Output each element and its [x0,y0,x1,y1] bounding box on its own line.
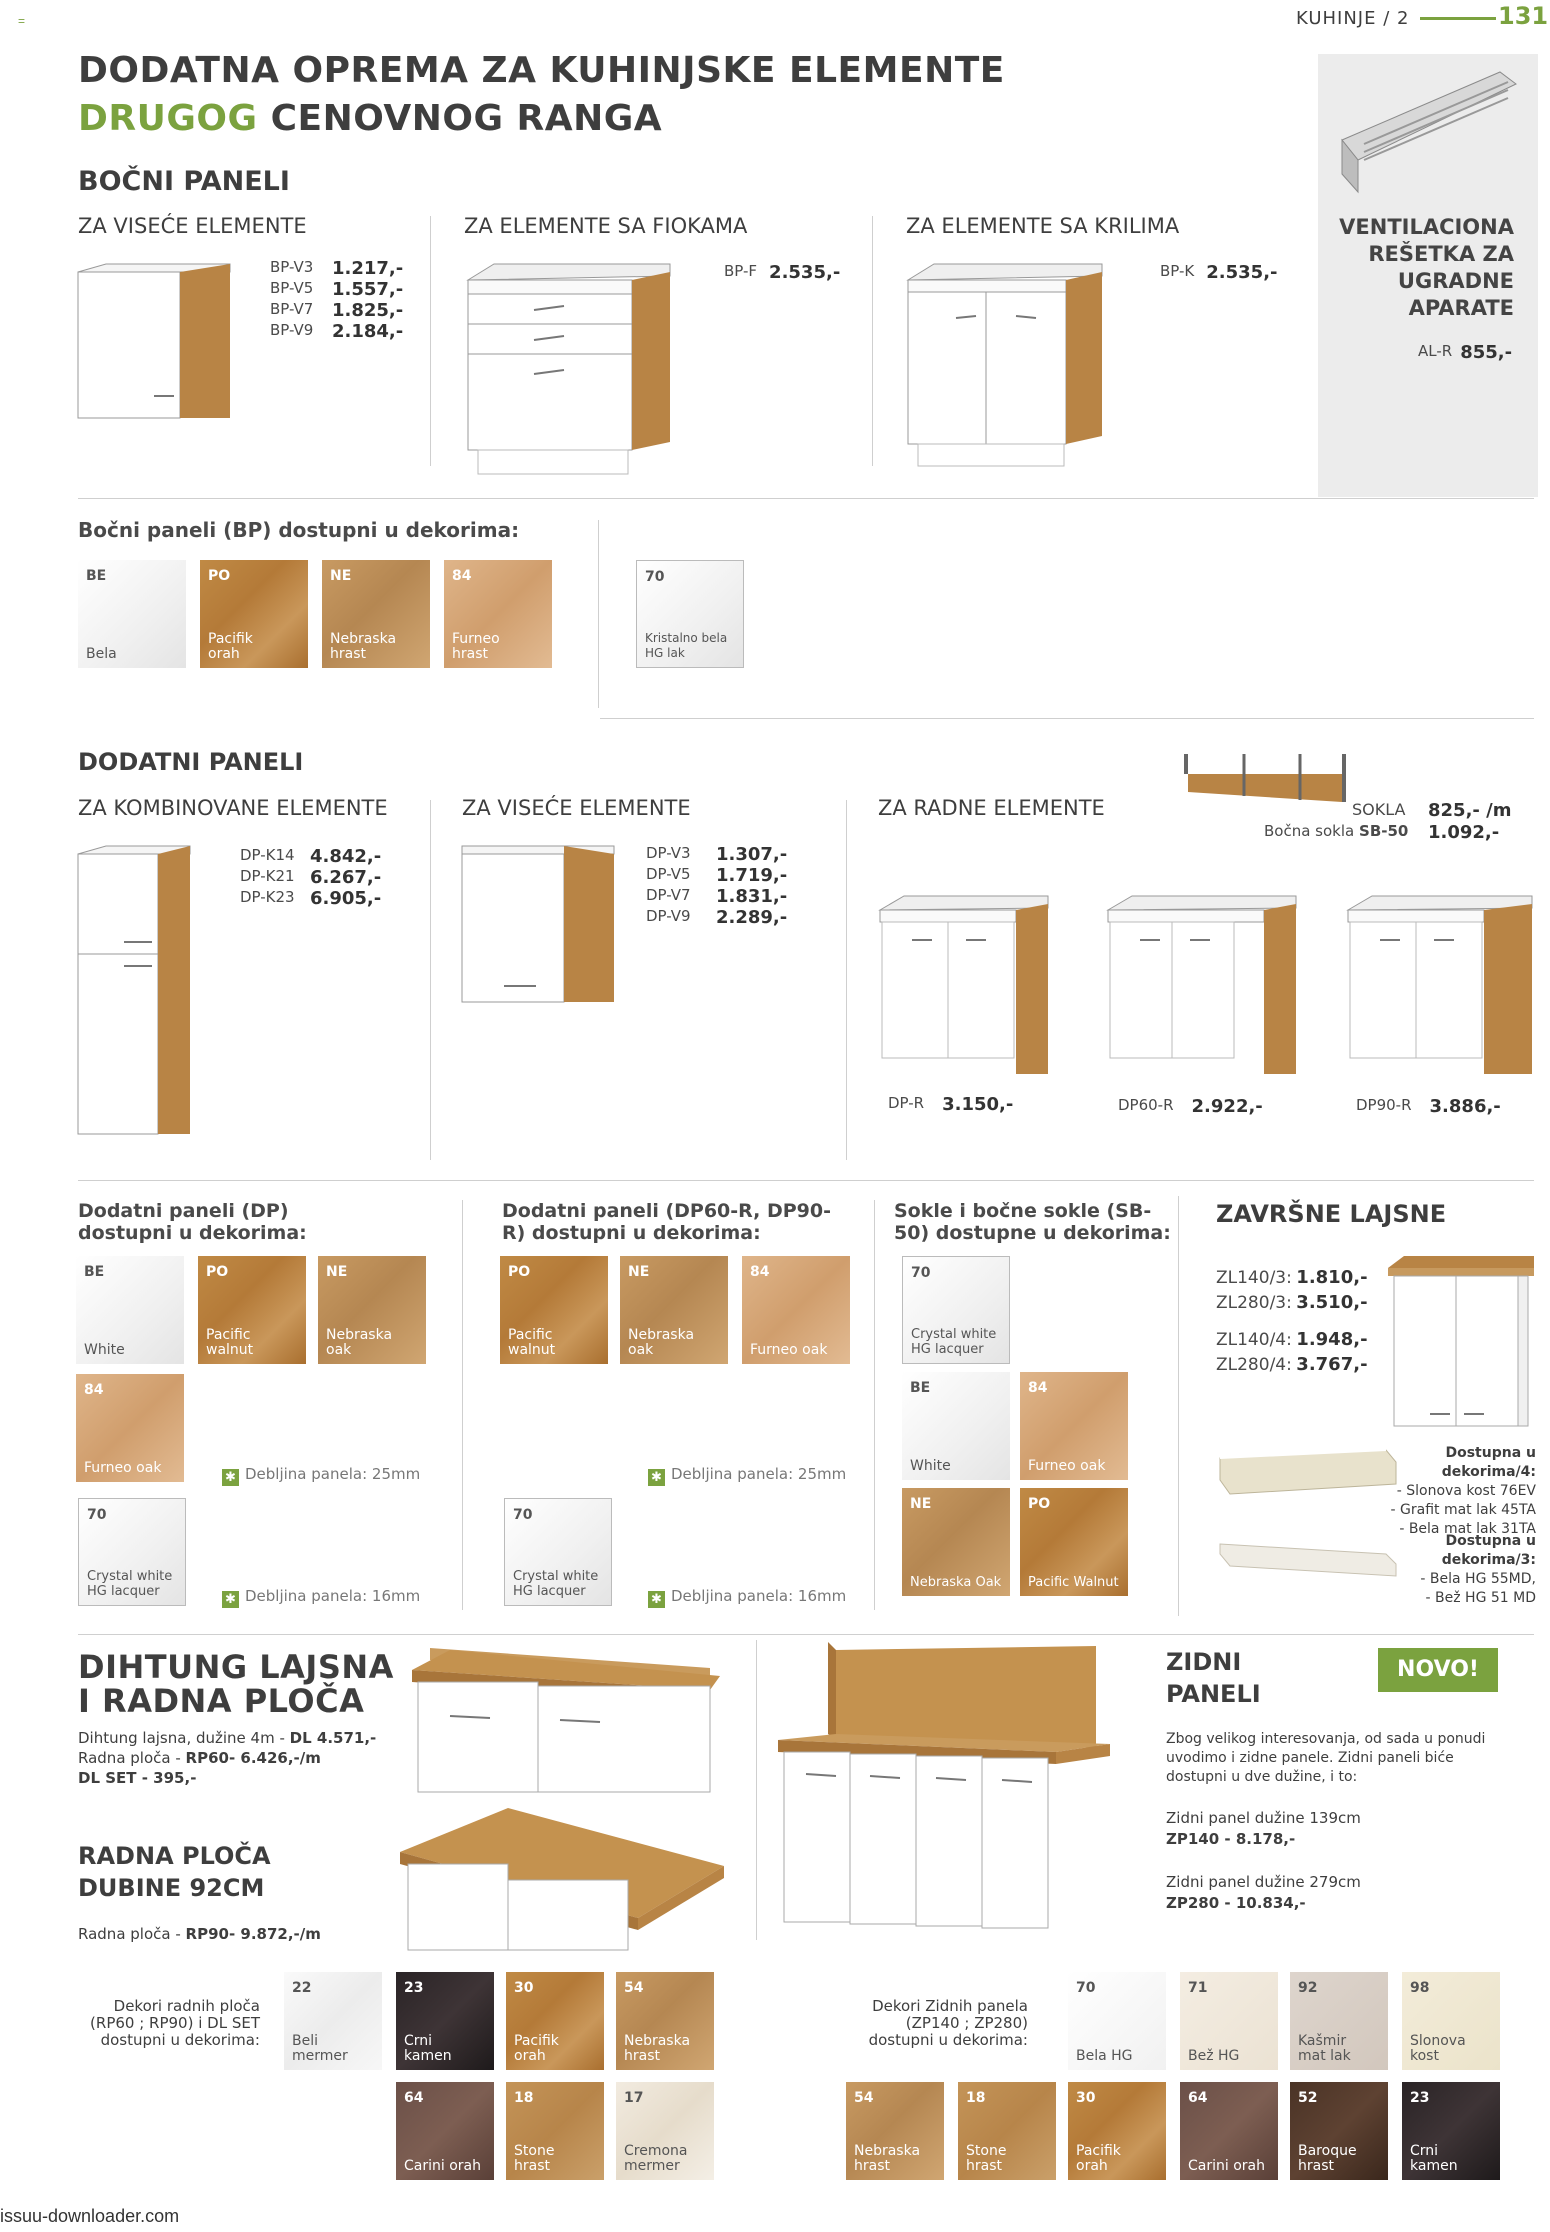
decor-swatch-54: 54 Nebraska hrast [616,1972,714,2070]
avail4-block: Dostupna u dekorima/4: - Slonova kost 76EV - Grafit mat lak 45TA - Bela mat lak 31TA [1390,1445,1536,1537]
decor-swatch-ne: NE Nebraska oak [318,1256,426,1364]
zavrsne-list [1216,1266,1368,1378]
decor-swatch-70: 70 Crystal white HG lacquer [504,1498,612,1606]
decor-swatch-23: 23 Crni kamen [1402,2082,1500,2180]
decor-swatch-po: PO Pacific walnut [198,1256,306,1364]
decor-swatch-64: 64 Carini orah [1180,2082,1278,2180]
divider [1178,1196,1179,1616]
divider [872,216,873,466]
price-row: ZL280/4: 3.767,- [1216,1354,1368,1375]
price-row: DP-V5 1.719,- [646,865,788,886]
zidni-description: Zbog velikog interesovanja, od sada u ponudi uvodimo i zidne panele. Zidni paneli biće dostupni u dve dužine, i to: [1166,1731,1486,1785]
thickness-25: ✱ Debljina panela: 25mm [222,1464,420,1486]
breadcrumb: KUHINJE / 2 [1296,8,1410,29]
divider [846,800,847,1160]
dp90-r-price: DP90-R 3.886,- [1356,1096,1501,1117]
zavrsne-heading: ZAVRŠNE LAJSNE [1216,1200,1447,1228]
watermark: issuu-downloader.com [0,2206,180,2226]
decor-swatch-ne: NE Nebraska oak [620,1256,728,1364]
dodatni-heading: DODATNI PANELI [78,748,304,776]
bocni-col1-list [270,258,403,342]
base-unit-dp90-r [1344,894,1536,1080]
decor-swatch-70: 70 Crystal white HG lacquer [78,1498,186,1606]
divider [430,216,431,466]
decor-swatch-64: 64 Carini orah [396,2082,494,2180]
novo-badge: NOVO! [1378,1648,1498,1692]
zidni-heading-2: PANELI [1166,1680,1261,1708]
dodatni-col1-list [240,846,381,909]
decor-zidni-title: Dekori Zidnih panela (ZP140 ; ZP280) dostupni u dekorima: [868,1997,1028,2049]
avail3-block: Dostupna u dekorima/3: - Bela HG 55MD, - Bež HG 51 MD [1420,1533,1536,1606]
star-icon: ✱ [648,1469,665,1486]
radna92-heading-1: RADNA PLOČA [78,1842,271,1870]
price-row: DP-V9 2.289,- [646,907,788,928]
decor-swatch-84: 84 Furneo oak [742,1256,850,1364]
zidni-p2-price: ZP280 - 10.834,- [1166,1894,1306,1912]
divider [600,718,1534,719]
divider [598,520,599,708]
decor-swatch-52: 52 Baroque hrast [1290,2082,1388,2180]
zidni-p1-price: ZP140 - 8.178,- [1166,1830,1296,1848]
dihtung-heading-1: DIHTUNG LAJSNA [78,1648,394,1686]
page-number: 131 [1498,2,1549,30]
price-row: DP-V3 1.307,- [646,844,788,865]
decor-swatch-70: 70 Kristalno bela HG lak [636,560,744,668]
wall-cabinet-illustration-2 [460,844,620,1006]
decor-swatch-18: 18 Stone hrast [958,2082,1056,2180]
price-row: ZL140/3: 1.810,- [1216,1267,1368,1288]
vent-title: VENTILACIONA REŠETKA ZA UGRADNE APARATE [1339,215,1514,320]
decor-swatch-18: 18 Stone hrast [506,2082,604,2180]
decor-swatch-po: PO Pacific walnut [500,1256,608,1364]
bocni-col2-price: BP-F 2.535,- [724,262,841,283]
base-unit-dp-r [876,894,1052,1080]
side-sokla-label: Bočna sokla SB-50 [1264,822,1409,840]
vent-grille-illustration [1340,70,1520,200]
decor-swatch-be: BE White [902,1372,1010,1480]
divider [430,800,431,1160]
decor-swatch-17: 17 Cremona mermer [616,2082,714,2180]
vent-price: AL-R 855,- [1418,342,1513,363]
decor-swatch-54: 54 Nebraska hrast [846,2082,944,2180]
page-title-line2 [78,98,662,139]
decor-dp60-title: Dodatni paneli (DP60-R, DP90-R) dostupni u dekorima: [502,1200,832,1244]
corner-mark: = [18,14,26,28]
star-icon: ✱ [222,1591,239,1608]
dp-r-price: DP-R 3.150,- [888,1094,1014,1115]
price-row: BP-V9 2.184,- [270,321,404,342]
price-row: ZL140/4: 1.948,- [1216,1329,1368,1350]
thickness-16: ✱ Debljina panela: 16mm [648,1586,846,1608]
drawer-cabinet-illustration [464,262,674,482]
bocni-col3-price: BP-K 2.535,- [1160,262,1278,283]
decor-swatch-be: BE Bela [78,560,186,668]
dihtung-heading-2: I RADNA PLOČA [78,1682,365,1720]
radna92-text: Radna ploča - RP90- 9.872,-/m [78,1925,321,1943]
price-row: ZL280/3: 3.510,- [1216,1292,1368,1313]
sokla-price: 825,- /m [1428,800,1512,821]
countertop-dihtung-illustration [410,1646,720,1796]
wall-cabinet-molding-illustration [1384,1254,1538,1430]
header-rule [1420,17,1496,20]
decor-swatch-22: 22 Beli mermer [284,1972,382,2070]
bocni-col2-title: ZA ELEMENTE SA FIOKAMA [464,214,748,238]
thickness-25: ✱ Debljina panela: 25mm [648,1464,846,1486]
base-unit-dp60-r [1104,894,1300,1080]
decor-swatch-po: PO Pacifik orah [200,560,308,668]
divider [78,1634,1534,1635]
price-row: BP-V7 1.825,- [270,300,404,321]
star-icon: ✱ [222,1469,239,1486]
divider [78,1180,1534,1181]
dodatni-col3-title: ZA RADNE ELEMENTE [878,796,1105,820]
side-sokla-price: 1.092,- [1428,822,1500,843]
dodatni-col2-title: ZA VISEĆE ELEMENTE [462,796,691,820]
countertop-92-illustration [398,1806,728,1952]
decor-swatch-92: 92 Kašmir mat lak [1290,1972,1388,2070]
zidni-heading-1: ZIDNI [1166,1648,1242,1676]
divider [756,1640,757,1940]
wall-cabinet-illustration [76,262,236,422]
door-cabinet-illustration [906,262,1106,472]
decor-swatch-23: 23 Crni kamen [396,1972,494,2070]
decor-swatch-84: 84 Furneo oak [1020,1372,1128,1480]
zidni-p1-label: Zidni panel dužine 139cm [1166,1809,1361,1827]
star-icon: ✱ [648,1591,665,1608]
radna92-heading-2: DUBINE 92CM [78,1874,265,1902]
bocni-col3-title: ZA ELEMENTE SA KRILIMA [906,214,1180,238]
thickness-16: ✱ Debljina panela: 16mm [222,1586,420,1608]
bocni-decor-title: Bočni paneli (BP) dostupni u dekorima: [78,518,520,542]
decor-dp-title: Dodatni paneli (DP) dostupni u dekorima: [78,1200,307,1244]
dodatni-col2-list [646,844,787,928]
divider [462,1200,463,1610]
price-row: BP-V3 1.217,- [270,258,404,279]
bocni-heading: BOČNI PANELI [78,166,290,197]
sokla-label: SOKLA [1352,800,1406,819]
decor-swatch-be: BE White [76,1256,184,1364]
divider [78,498,1534,499]
decor-swatch-84: 84 Furneo hrast [444,560,552,668]
dp60-r-price: DP60-R 2.922,- [1118,1096,1263,1117]
sokla-illustration [1180,752,1350,812]
decor-swatch-ne: NE Nebraska Oak [902,1488,1010,1596]
bocni-col1-title: ZA VISEĆE ELEMENTE [78,214,307,238]
decor-swatch-70: 70 Bela HG [1068,1972,1166,2070]
decor-swatch-ne: NE Nebraska hrast [322,560,430,668]
decor-swatch-84: 84 Furneo oak [76,1374,184,1482]
kitchen-wall-panel-illustration [776,1640,1116,1940]
decor-swatch-70: 70 Crystal white HG lacquer [902,1256,1010,1364]
decor-radna-title: Dekori radnih ploča (RP60 ; RP90) i DL SET dostupni u dekorima: [90,1997,260,2049]
decor-swatch-98: 98 Slonova kost [1402,1972,1500,2070]
page-title-line1: DODATNA OPREMA ZA KUHINJSKE ELEMENTE [78,50,1005,91]
price-row: DP-K14 4.842,- [240,846,382,867]
decor-swatch-po: PO Pacific Walnut [1020,1488,1128,1596]
price-row: DP-V7 1.831,- [646,886,788,907]
divider [874,1200,875,1610]
tall-cabinet-illustration [76,844,196,1138]
price-row: BP-V5 1.557,- [270,279,404,300]
dodatni-col1-title: ZA KOMBINOVANE ELEMENTE [78,796,388,820]
price-row: DP-K23 6.905,- [240,888,382,909]
decor-swatch-71: 71 Bež HG [1180,1972,1278,2070]
zidni-p2-label: Zidni panel dužine 279cm [1166,1873,1361,1891]
decor-swatch-30: 30 Pacifik orah [1068,2082,1166,2180]
price-row: DP-K21 6.267,- [240,867,382,888]
dihtung-text: Dihtung lajsna, dužine 4m - DL 4.571,- Radna ploča - RP60- 6.426,-/m DL SET - 395,- [78,1729,377,1787]
title-green-word: DRUGOG [78,98,258,139]
title-rest: CENOVNOG RANGA [270,98,663,139]
decor-swatch-30: 30 Pacifik orah [506,1972,604,2070]
decor-sokle-title: Sokle i bočne sokle (SB-50) dostupne u dekorima: [894,1200,1171,1244]
